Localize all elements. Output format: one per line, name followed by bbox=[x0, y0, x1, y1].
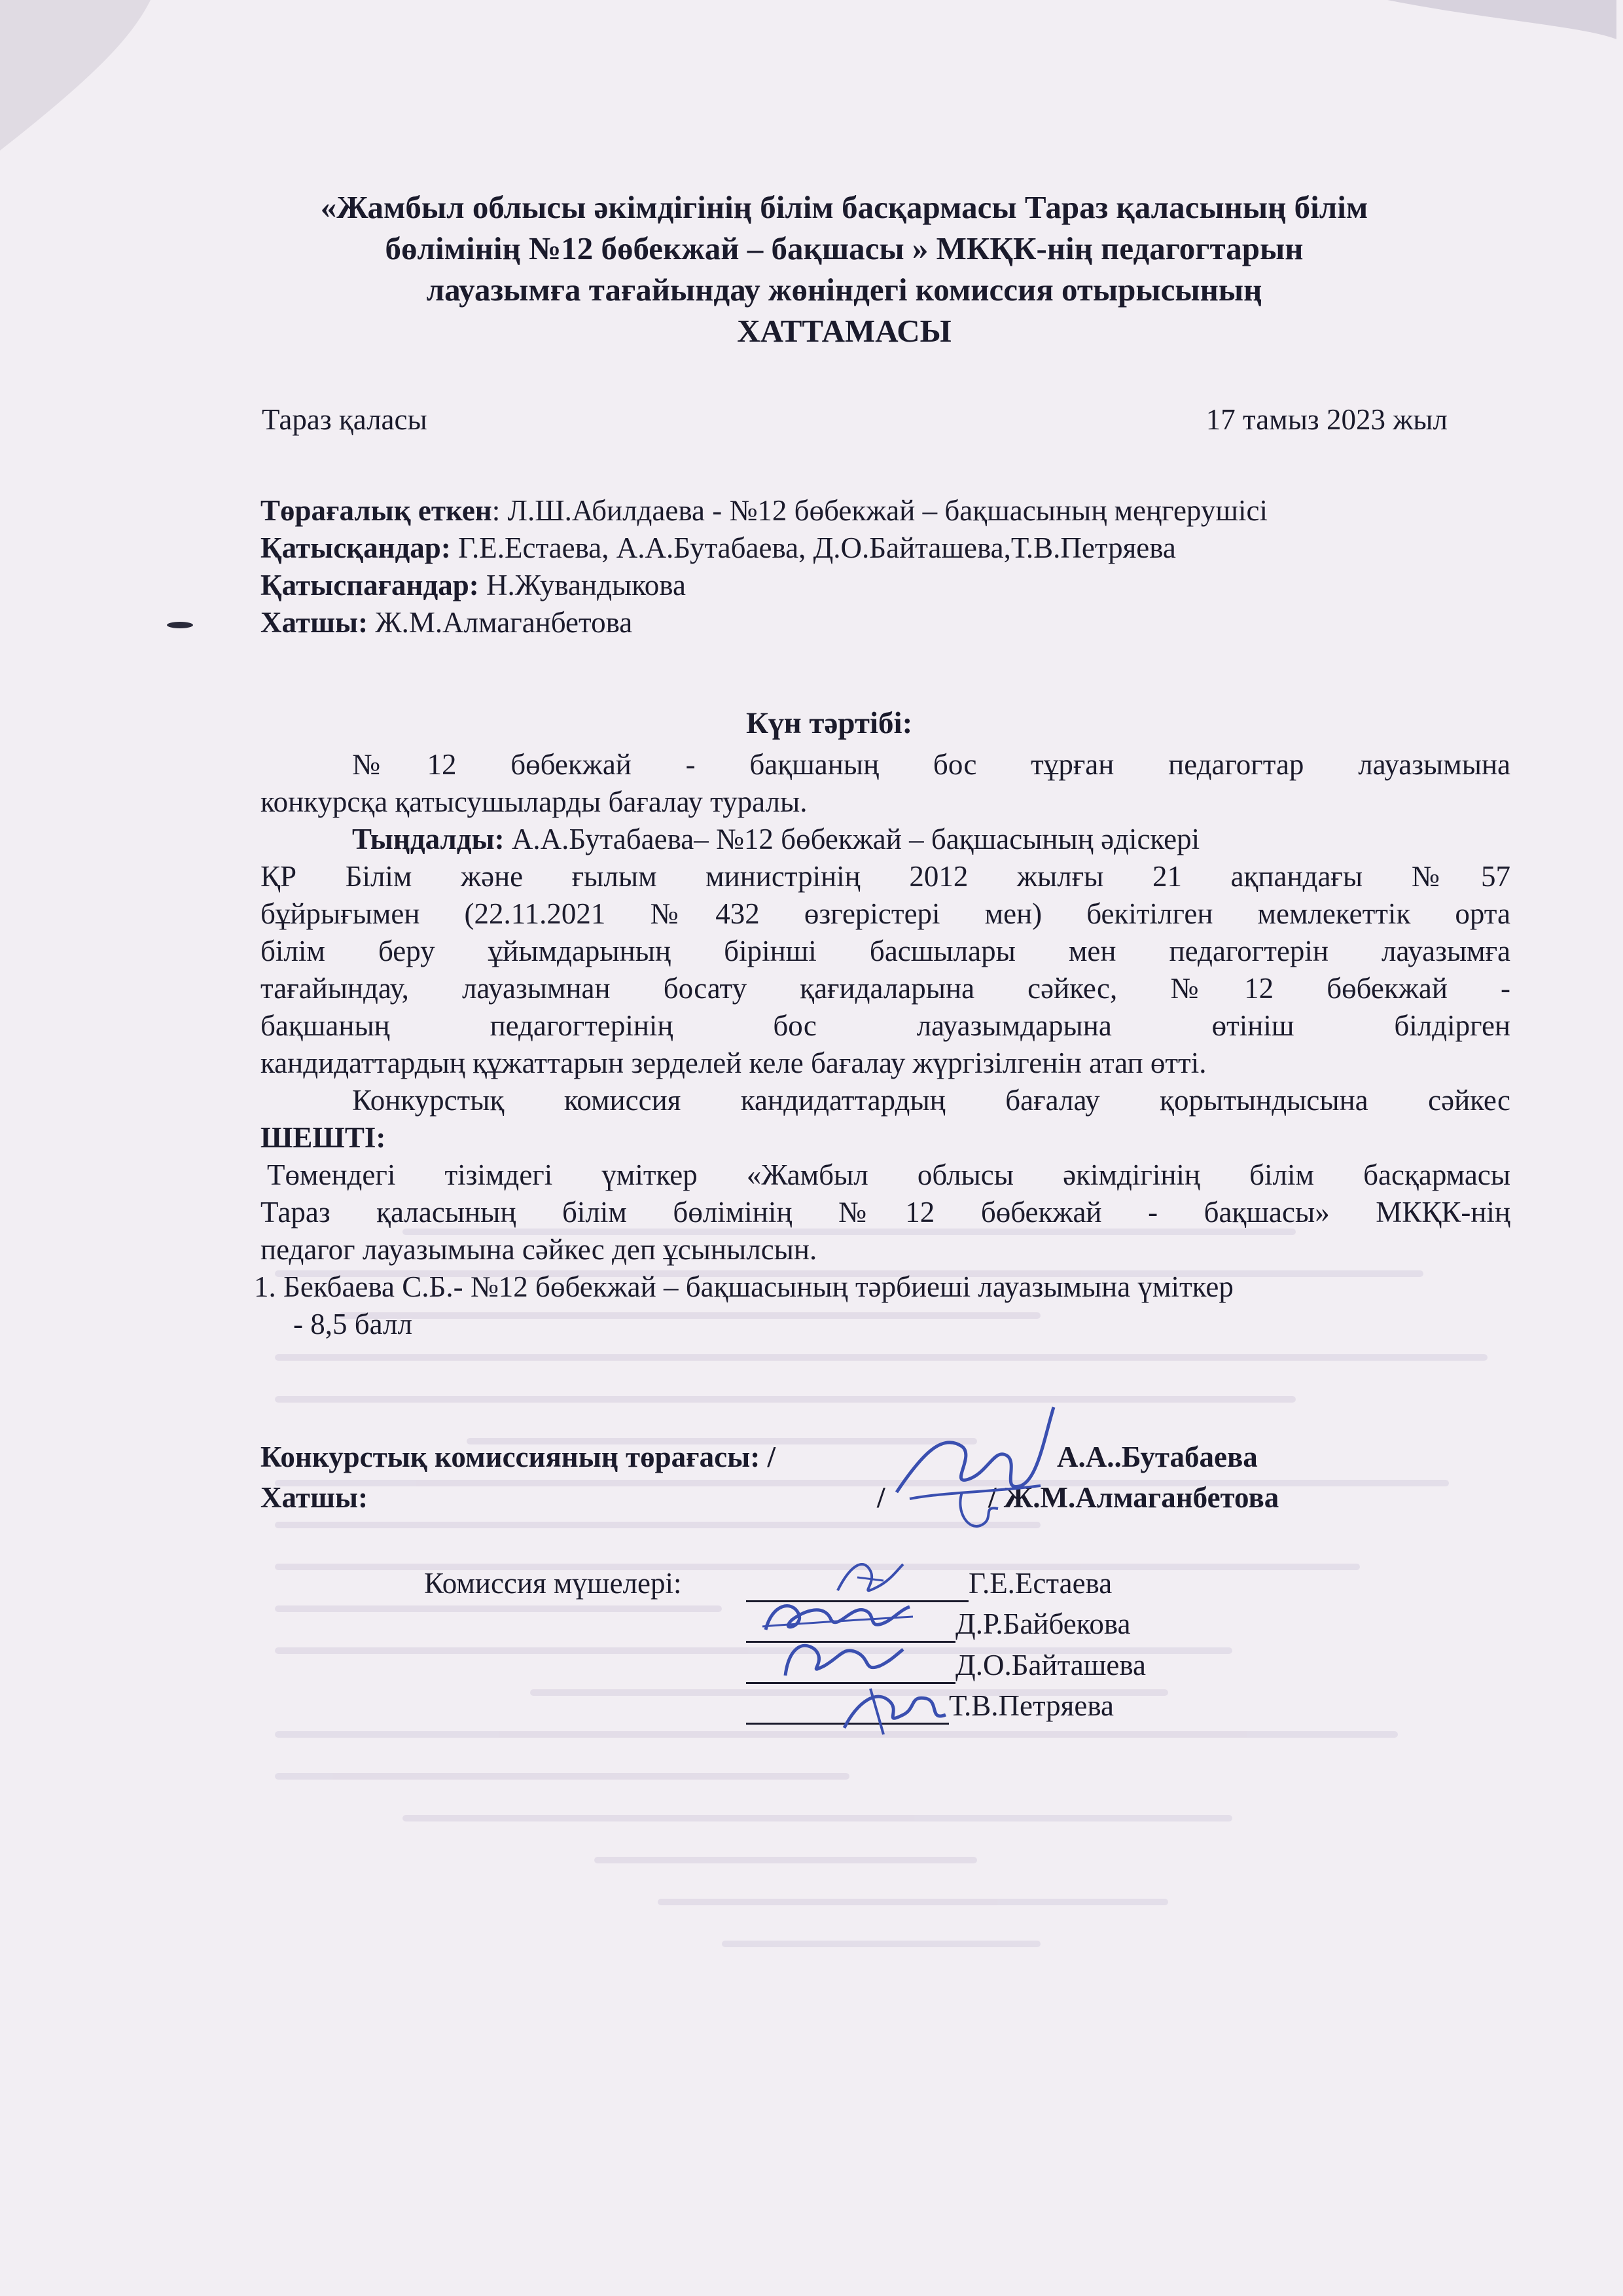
ink-speck bbox=[164, 619, 196, 632]
agenda-item-line: №12 бөбекжай - бақшаның бос тұрған педагогтар лауазымына bbox=[352, 748, 1510, 781]
chair-signature-name-text: А.А..Бутабаева bbox=[1057, 1441, 1258, 1473]
chair-signature-label bbox=[260, 1440, 776, 1474]
decision-title: ШЕШТІ: bbox=[260, 1121, 386, 1154]
heard-text-line: тағайындау, лауазымнан босату қағидаларына сәйкес, №12 бөбекжай - bbox=[260, 972, 1510, 1005]
title-line: «Жамбыл облысы әкімдігінің білім басқармасы Тараз қаласының білім bbox=[320, 189, 1368, 225]
decision-line: Төмендегі тізімдегі үміткер «Жамбыл облысы әкімдігінің білім басқармасы bbox=[267, 1158, 1510, 1191]
heard-text-line: кандидаттардың құжаттарын зерделей келе бағалау жүргізілгенін атап өтті. bbox=[260, 1047, 1207, 1079]
chair-signature-label-text: Конкурстық комиссияның төрағасы: / bbox=[260, 1441, 776, 1473]
title-line: ХАТТАМАСЫ bbox=[737, 313, 952, 349]
secretary-signature-name-text: / Ж.М.Алмаганбетова bbox=[988, 1481, 1279, 1514]
place: Тараз қаласы bbox=[262, 403, 427, 436]
agenda-body bbox=[254, 746, 1510, 1343]
chair-line bbox=[260, 492, 1268, 529]
present-line bbox=[260, 529, 1268, 567]
agenda-title: Күн тәртібі: bbox=[746, 706, 913, 740]
chair-handwritten-signature bbox=[883, 1394, 1067, 1551]
document-title bbox=[196, 187, 1492, 351]
heard-value: А.А.Бутабаева– №12 бөбекжай – бақшасының әдіскері bbox=[504, 823, 1200, 855]
absent-line bbox=[260, 567, 1268, 604]
secretary-line bbox=[260, 604, 1268, 641]
heard-text-line: білім беру ұйымдарының бірінші басшылары мен педагогтерін лауазымға bbox=[260, 935, 1510, 967]
title-line: бөлімінің №12 бөбекжай – бақшасы » МКҚК-нің педагогтарын bbox=[385, 230, 1304, 266]
commission-line: Конкурстық комиссия кандидаттардың бағалау қорытындысына сәйкес bbox=[352, 1084, 1510, 1117]
secretary-value: Ж.М.Алмаганбетова bbox=[368, 606, 633, 639]
member-name: Д.О.Байташева bbox=[955, 1649, 1147, 1681]
present-label: Қатысқандар: bbox=[260, 531, 451, 564]
heard-text-line: бұйрығымен (22.11.2021 №432 өзгерістері мен) бекітілген мемлекеттік орта bbox=[260, 897, 1510, 930]
secretary-signature-label bbox=[260, 1480, 368, 1515]
secretary-slash: / bbox=[877, 1481, 885, 1514]
decision-line: педагог лауазымына сәйкес деп ұсынылсын. bbox=[260, 1233, 817, 1266]
member-handwritten-signature bbox=[831, 1669, 962, 1748]
chair-signature-name bbox=[1057, 1440, 1258, 1474]
agenda-item-line: конкурсқа қатысушыларды бағалау туралы. bbox=[260, 785, 808, 818]
chair-value: : Л.Ш.Абилдаева - №12 бөбекжай – бақшасының меңгерушісі bbox=[491, 494, 1268, 527]
corner-smudge bbox=[0, 0, 151, 151]
heard-text-line: ҚР Білім және ғылым министрінің 2012 жылғы 21 ақпандағы №57 bbox=[260, 860, 1510, 893]
date: 17 тамыз 2023 жыл bbox=[1205, 403, 1448, 436]
absent-label: Қатыспағандар: bbox=[260, 569, 479, 601]
attendance-block bbox=[260, 492, 1268, 641]
secretary-signature-label-text: Хатшы: bbox=[260, 1481, 368, 1514]
members-label: Комиссия мүшелері: bbox=[424, 1567, 682, 1600]
member-name: Т.В.Петряева bbox=[949, 1689, 1114, 1722]
chair-label: Төрағалық еткен bbox=[260, 494, 492, 527]
member-name: Д.Р.Байбекова bbox=[955, 1607, 1131, 1640]
secretary-label: Хатшы: bbox=[260, 606, 368, 639]
title-line: лауазымға тағайындау жөніндегі комиссия отырысының bbox=[426, 272, 1262, 308]
member-name: Г.Е.Естаева bbox=[969, 1567, 1113, 1600]
candidate-line: 1. Бекбаева С.Б.- №12 бөбекжай – бақшасының тәрбиеші лауазымына үміткер bbox=[254, 1270, 1234, 1303]
heard-line bbox=[260, 821, 1510, 858]
heard-text-line: бақшаның педагогтерінің бос лауазымдарына өтініш білдірген bbox=[260, 1009, 1510, 1042]
candidate-score: - 8,5 балл bbox=[293, 1308, 412, 1340]
corner-smudge bbox=[1387, 0, 1616, 46]
absent-value: Н.Жувандыкова bbox=[478, 569, 686, 601]
heard-label: Тыңдалды: bbox=[352, 823, 505, 855]
present-value: Г.Е.Естаева, А.А.Бутабаева, Д.О.Байташева,Т.В.Петряева bbox=[450, 531, 1176, 564]
decision-line: Тараз қаласының білім бөлімінің №12 бөбекжай - бақшасы» МКҚК-нің bbox=[260, 1196, 1510, 1229]
